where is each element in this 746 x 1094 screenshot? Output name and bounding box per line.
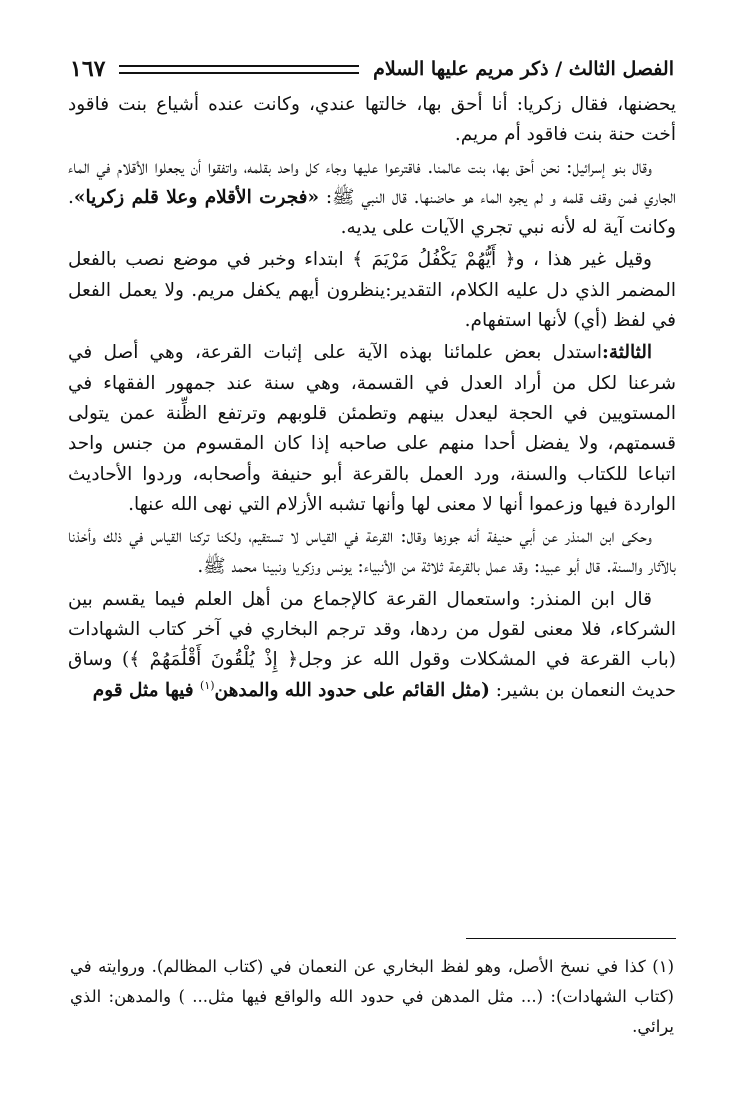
paragraph-4-label: الثالثة: — [602, 342, 652, 364]
paragraph-6-quran-verse: ﴿ إِذْ يُلْقُونَ أَقْلَٰمَهُمْ ﴾ — [129, 649, 299, 671]
paragraph-6-text-b: ) وساق حديث النعمان بن بشير: — [68, 649, 676, 701]
paragraph-1-text: يحضنها، فقال زكريا: أنا أحق بها، خالتها عندي، وكانت عنده أشياع بنت فاقود أخت حنة بنت فاقود أم مريم. — [68, 94, 676, 146]
footnote-marker: (١) — [200, 678, 215, 692]
paragraph-4 — [68, 338, 676, 520]
header-rule — [119, 65, 359, 74]
paragraph-1 — [68, 90, 676, 151]
paragraph-6-hadith-cont: فيها مثل قوم — [92, 679, 201, 701]
paragraph-2-text-b: . وكانت آية له لأنه نبي تجري الآيات على يديه. — [68, 186, 676, 239]
footnote-rule — [466, 938, 676, 939]
paragraph-6-hadith: (مثل القائم على حدود الله والمدهن — [214, 679, 490, 701]
paragraph-6 — [68, 585, 676, 706]
page-body — [68, 90, 676, 708]
chapter-title: الفصل الثالث / ذكر مريم عليها السلام — [373, 58, 674, 80]
paragraph-2 — [68, 153, 676, 244]
paragraph-4-text: استدل بعض علمائنا بهذه الآية على إثبات القرعة، وهي أصل في شرعنا لكل من أراد العدل في القسمة، وهي سنة عند جمهور الفقهاء في المستويين في الحجة ليعدل بينهم وتطمئن قلوبهم وترتفع الظِّنة عمن يتولى قسمتهم، ولا يفضل أحدا منهم على صاحبه إذا كان المقسوم من جنس واحد اتباعا للكتاب والسنة، ورد العمل بالقرعة أبو حنيفة وأصحابه، وردوا الأحاديث الواردة فيها وزعموا أنها لا معنى لها وأنها تشبه الأزلام التي نهى الله عنها. — [68, 342, 676, 515]
page-number: ١٦٧ — [70, 56, 106, 82]
paragraph-6-text-a: قال ابن المنذر: واستعمال القرعة كالإجماع من أهل العلم فيما يقسم بين الشركاء، فلا معنى لقول من ردها، وقد ترجم البخاري في آخر كتاب الشهادات (باب القرعة في المشكلات وقول الله عز وجل — [68, 588, 677, 671]
paragraph-5 — [68, 522, 676, 583]
footnotes — [70, 952, 674, 1042]
page-header — [70, 52, 674, 86]
paragraph-3-text-b: ابتداء وخبر في موضع نصب بالفعل المضمر الذي دل عليه الكلام، التقدير:ينظرون أيهم يكفل مريم. ولا يعمل الفعل في لفظ (أي) لأنها استفهام. — [68, 249, 676, 332]
paragraph-3 — [68, 245, 676, 336]
paragraph-3-quran-verse: ﴿ أَيُّهُمْ يَكْفُلُ مَرْيَمَ ﴾ — [352, 249, 516, 271]
footnote-1: (١) كذا في نسخ الأصل، وهو لفظ البخاري عن النعمان في (كتاب المظالم). وروايته في (كتاب الشهادات): (... مثل المدهن في حدود الله والواقع فيها مثل... ) والمدهن: الذي يرائي. — [70, 957, 674, 1036]
paragraph-2-text-a: وقال بنو إسرائيل: نحن أحق بها، بنت عالمنا. فاقترعوا عليها وجاء كل واحد بقلمه، واتفقوا أن يجعلوا الأقلام في الماء الجاري فمن وقف قلمه و لم يجره الماء هو حاضنها. قال النبي ﷺ: — [68, 156, 676, 208]
paragraph-2-hadith: «فجرت الأقلام وعلا قلم زكريا» — [73, 186, 320, 208]
paragraph-5-text: وحكى ابن المنذر عن أبي حنيفة أنه جوزها وقال: القرعة في القياس لا تستقيم، ولكنا تركنا القياس في ذلك وأخذنا بالآثار والسنة. قال أبو عبيد: وقد عمل بالقرعة ثلاثة من الأنبياء: يونس وزكريا ونبينا محمد ﷺ. — [68, 526, 676, 578]
paragraph-3-text-a: وقيل غير هذا ، و — [515, 249, 652, 271]
